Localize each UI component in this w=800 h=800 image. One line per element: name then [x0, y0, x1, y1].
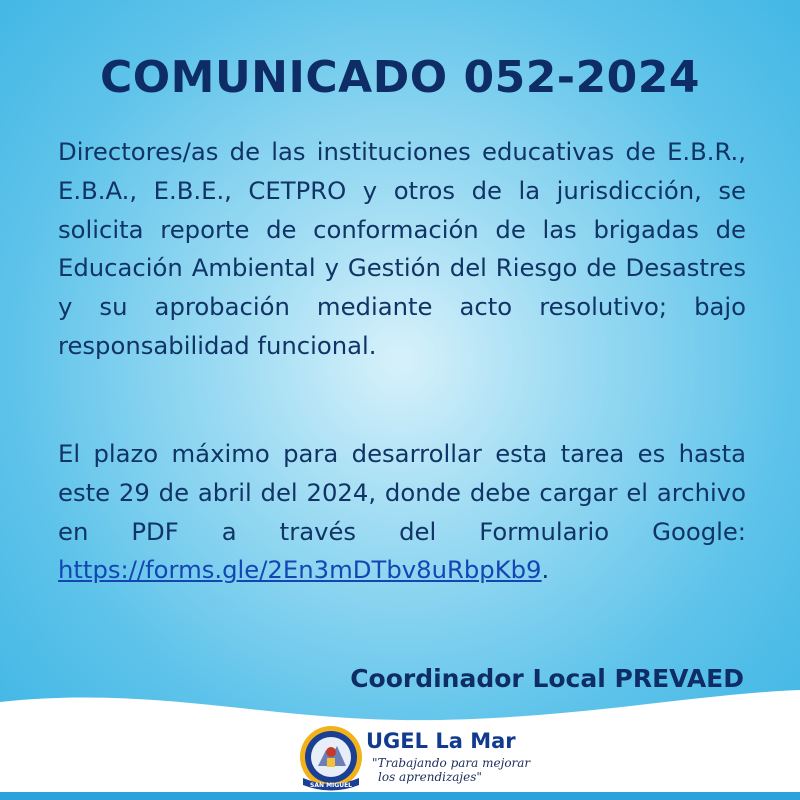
ugel-logo [296, 724, 366, 794]
page-title: COMUNICADO 052-2024 [99, 52, 701, 103]
slogan-line-1: "Trabajando para mejorar [372, 756, 531, 771]
org-slogan [366, 756, 530, 785]
paragraph-request: Directores/as de las instituciones educativas de E.B.R., E.B.A., E.B.E., CETPRO y otros de la jurisdicción, se solicita reporte de conformación de las brigadas de Educación Ambiental y Gestión del Riesgo de Desastres y su aprobación mediante acto resolutivo; bajo responsabilidad funcional. [58, 137, 746, 360]
google-form-link[interactable]: https://forms.gle/2En3mDTbv8uRbpKb9 [58, 555, 542, 585]
slogan-line-2: los aprendizajes" [378, 770, 482, 785]
org-brand [366, 730, 530, 785]
ugel-seal-icon [296, 724, 366, 794]
paragraph-deadline [58, 435, 746, 590]
logo-ribbon-text: SAN MIGUEL [310, 782, 352, 789]
deadline-end: . [541, 555, 550, 585]
signature: Coordinador Local PREVAED [350, 664, 744, 693]
deadline-text: El plazo máximo para desarrollar esta tarea es hasta este 29 de abril del 2024, donde debe cargar el archivo en PDF a través del Formulario Google: [58, 439, 746, 546]
org-name: UGEL La Mar [366, 729, 516, 753]
